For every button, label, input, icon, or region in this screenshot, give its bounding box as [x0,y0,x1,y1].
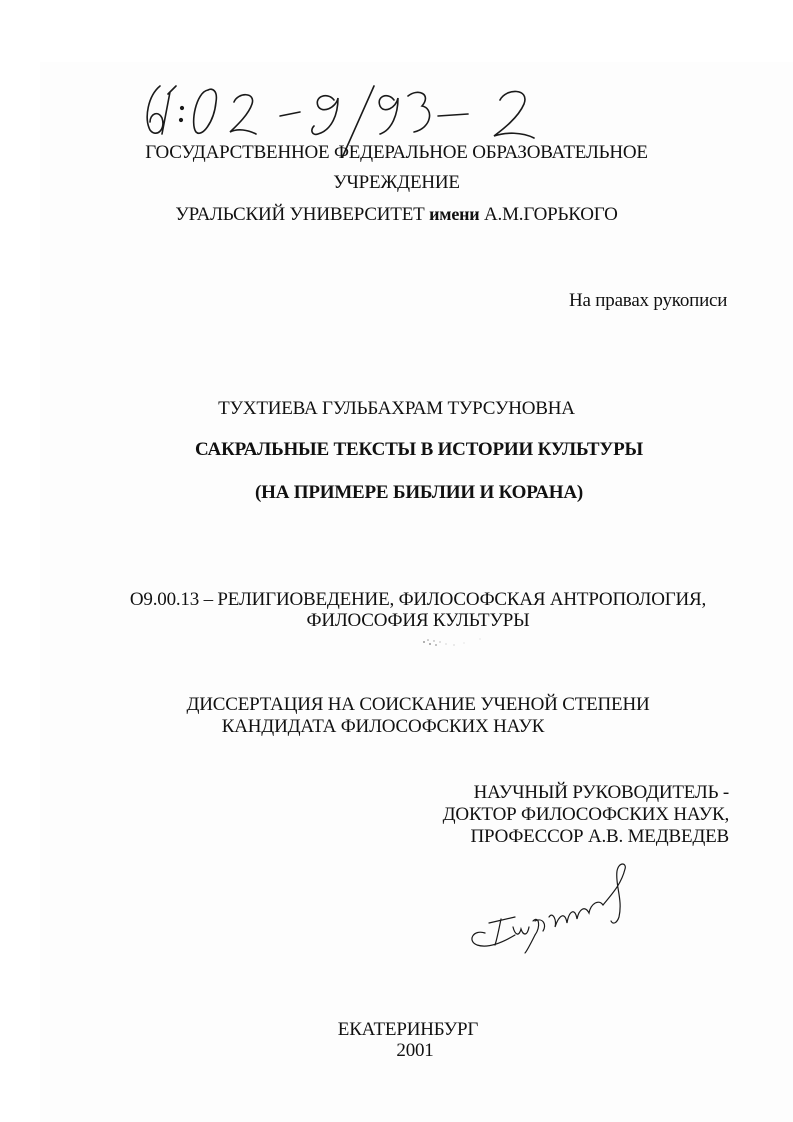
institution-line-2: УЧРЕЖДЕНИЕ [333,172,460,193]
specialty-line-1: О9.00.13 – РЕЛИГИОВЕДЕНИЕ, ФИЛОСОФСКАЯ АНТРОПОЛОГИЯ, [129,589,707,610]
author-name: ТУХТИЕВА ГУЛЬБАХРАМ ТУРСУНОВНА [218,398,575,419]
rights-note: На правах рукописи [569,290,728,311]
specialty-line-2: ФИЛОСОФИЯ КУЛЬТУРЫ [306,610,530,631]
dissertation-title-line-2: (НА ПРИМЕРЕ БИБЛИИ И КОРАНА) [254,482,583,503]
university-name-main: УРАЛЬСКИЙ УНИВЕРСИТЕТ [175,204,430,225]
handwritten-signature [455,855,645,955]
scan-speckle [420,636,490,650]
year: 2001 [396,1040,434,1061]
university-name-imeni: имени [429,204,480,224]
dissertation-title-line-1: САКРАЛЬНЫЕ ТЕКСТЫ В ИСТОРИИ КУЛЬТУРЫ [194,439,644,460]
degree-line-2: КАНДИДАТА ФИЛОСОФСКИХ НАУК [221,716,545,737]
supervisor-label: НАУЧНЫЙ РУКОВОДИТЕЛЬ - [473,782,729,803]
institution-line-1: ГОСУДАРСТВЕННОЕ ФЕДЕРАЛЬНОЕ ОБРАЗОВАТЕЛЬНОЕ [145,142,648,163]
degree-line-1: ДИССЕРТАЦИЯ НА СОИСКАНИЕ УЧЕНОЙ СТЕПЕНИ [186,694,650,715]
supervisor-degree: ДОКТОР ФИЛОСОФСКИХ НАУК, [442,804,729,825]
city: ЕКАТЕРИНБУРГ [337,1019,479,1040]
supervisor-name: ПРОФЕССОР А.В. МЕДВЕДЕВ [470,826,729,847]
university-name [0,203,793,226]
university-name-end: А.М.ГОРЬКОГО [479,204,618,225]
